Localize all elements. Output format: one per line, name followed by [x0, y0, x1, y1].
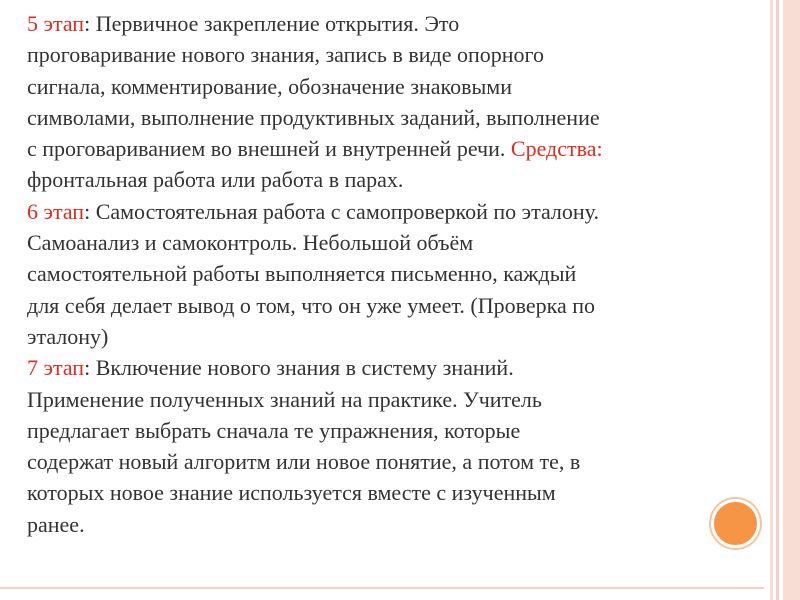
text-line: которых новое знание используется вместе с изученным: [27, 480, 556, 506]
text-line: содержат новый алгоритм или новое понятие, а потом те, в: [27, 449, 581, 475]
text-fragment: с проговариванием во внешней и внутренней речи.: [27, 136, 511, 162]
text-line: сигнала, комментирование, обозначение знаковыми: [27, 73, 512, 99]
text-line: фронтальная работа или работа в парах.: [27, 167, 404, 193]
bottom-divider: [0, 587, 764, 589]
means-label: Средства:: [510, 136, 603, 162]
text-line: [27, 8, 747, 39]
text-line: ранее.: [27, 511, 85, 537]
text-line: [27, 133, 747, 164]
decorative-stripe: [770, 0, 773, 600]
text-line: проговаривание нового знания, запись в виде опорного: [27, 42, 544, 68]
text-fragment: : Включение нового знания в систему знаний.: [84, 355, 514, 381]
text-line: эталону): [27, 323, 109, 349]
text-line: самостоятельной работы выполняется письменно, каждый: [27, 261, 577, 287]
text-line: [27, 352, 747, 383]
text-line: предлагает выбрать сначала те упражнения, которые: [27, 417, 521, 443]
text-line: [27, 196, 747, 227]
text-line: для себя делает вывод о том, что он уже умеет. (Проверка по: [27, 292, 596, 318]
text-line: Самоанализ и самоконтроль. Небольшой объём: [27, 230, 474, 256]
text-fragment: : Самостоятельная работа с самопроверкой по эталону.: [84, 198, 599, 224]
decorative-stripe: [776, 0, 779, 600]
text-line: Применение полученных знаний на практике. Учитель: [27, 386, 542, 412]
stage-label: 6 этап: [27, 198, 85, 224]
decorative-stripe: [783, 0, 800, 600]
slide-body-text: [27, 8, 747, 540]
stage-label: 5 этап: [27, 11, 85, 36]
text-fragment: : Первичное закрепление открытия. Это: [84, 11, 460, 36]
stage-label: 7 этап: [27, 355, 85, 381]
text-line: символами, выполнение продуктивных заданий, выполнение: [27, 104, 600, 130]
